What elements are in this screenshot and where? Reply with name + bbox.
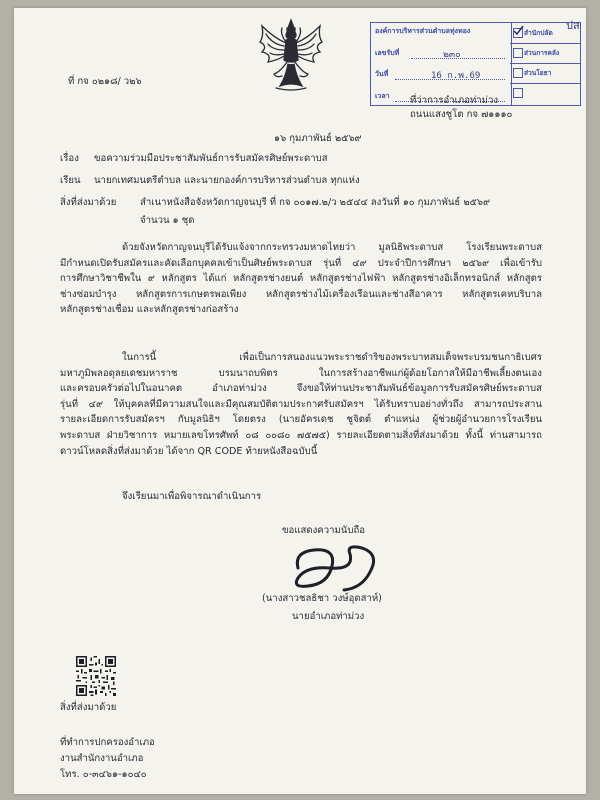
stamp-top-note: ปส: [566, 19, 580, 32]
enclosure-text: สำเนาหนังสือจังหวัดกาญจนบุรี ที่ กจ ๐๐๑๗.๒/ว ๒๕๔๔ ลงวันที่ ๑๐ กุมภาพันธ์ ๒๕๖๙: [140, 197, 491, 208]
body-line: พระดาบส ฝ่ายวิชาการ หมายเลขโทรศัพท์ ๐๘ ๐๐๘๐ ๗๕๗๕) รายละเอียดตามสิ่งที่ส่งมาด้วย ทั้งนี้ ท่านสามารถ: [60, 429, 542, 441]
letter-date: ๑๖ กุมภาพันธ์ ๒๕๖๙: [274, 133, 362, 144]
body-line: ช่างซ่อมบำรุง หลักสูตรการเกษตรพอเพียง หลักสูตรช่างไม้เครื่องเรือนและช่างสีอาคาร หลักสูตรเคหบริบาล: [60, 288, 542, 300]
sender-road: ถนนแสงชูโต กจ ๗๑๑๑๐: [410, 109, 513, 120]
footer-office: ที่ทำการปกครองอำเภอ: [60, 737, 155, 748]
body-line: มหาภูมิพลอดุลยเดชมหาราช บรมนาถบพิตร ในการสร้างอาชีพแก่ผู้ด้อยโอกาสให้มีอาชีพเลี้ยงตนเอง: [60, 367, 542, 379]
body-paragraph-2: [60, 350, 542, 459]
stamp-time-label: เวลา: [375, 92, 390, 100]
stamp-option-1: ส่วนการคลัง: [510, 43, 580, 64]
subject-label: เรื่อง: [60, 153, 79, 164]
stamp-date-value: 16 ก.พ.69: [431, 71, 481, 81]
letter-ref: ที่ กจ ๐๒๑๘/ ว๒๖: [68, 76, 142, 87]
footer-tel: โทร. ๐-๓๔๖๑-๑๐๔๐: [60, 769, 147, 780]
stamp-option-0: สำนักปลัด: [510, 23, 580, 44]
stamp-date-label: วันที่: [375, 70, 389, 78]
stamp-routing-box: [510, 22, 581, 106]
to-text: นายกเทศมนตรีตำบล และนายกองค์การบริหารส่วนตำบล ทุกแห่ง: [94, 175, 360, 186]
body-paragraph-1: [60, 240, 542, 318]
body-line: การศึกษาวิชาชีพใน ๙ หลักสูตร ได้แก่ หลักสูตรช่างยนต์ หลักสูตรช่างไฟฟ้า หลักสูตรช่างอิเล็กทรอนิกส์ หลักสูตร: [60, 273, 542, 285]
letter-page: [14, 8, 586, 794]
enclosure-label: สิ่งที่ส่งมาด้วย: [60, 197, 117, 208]
signer-position: นายอำเภอท่าม่วง: [292, 611, 365, 622]
body-line: และครอบครัวต่อไปในอนาคต อำเภอท่าม่วง จึงขอให้ท่านประชาสัมพันธ์ข้อมูลการรับสมัครศิษย์พระดาบส: [60, 383, 542, 395]
body-line: รายละเอียดการรับสมัครฯ กับมูลนิธิฯ โดยตรง (นายอัครเดช ชูจิตต์ ตำแหน่ง ผู้ช่วยผู้อำนวยการโรงเรียน: [60, 414, 542, 426]
stamp-rec-no-label: เลขรับที่: [375, 49, 400, 57]
garuda-emblem-icon: [246, 16, 336, 94]
checkbox-icon: [513, 88, 523, 98]
enclosure-qty: จำนวน ๑ ชุด: [140, 215, 195, 226]
footer-unit: งานสำนักงานอำเภอ: [60, 753, 144, 764]
body-line: มีกำหนดเปิดรับสมัครและคัดเลือกบุคคลเข้าเป็นศิษย์พระดาบส รุ่นที่ ๔๙ ประจำปีการศึกษา ๒๕๖๙ เพื่อเข้ารับ: [60, 257, 542, 269]
signer-name: (นางสาวชลธิชา วงษ์อุดสาห์): [262, 593, 382, 604]
subject-text: ขอความร่วมมือประชาสัมพันธ์การรับสมัครศิษย์พระดาบส: [94, 153, 328, 164]
body-line: ดาวน์โหลดสิ่งที่ส่งมาด้วย ได้จาก QR CODE ท้ายหนังสือฉบับนี้: [60, 445, 318, 457]
stamp-org: องค์การบริหารส่วนตำบลทุ่งทอง: [375, 27, 471, 35]
handwritten-signature: [284, 538, 394, 594]
checkbox-icon: [513, 68, 523, 78]
to-label: เรียน: [60, 175, 81, 186]
body-paragraph-3: จึงเรียนมาเพื่อพิจารณาดำเนินการ: [122, 491, 262, 502]
body-line: ในการนี้ เพื่อเป็นการสนองแนวพระราชดำริของพระบาทสมเด็จพระบรมชนกาธิเบศร: [122, 352, 542, 363]
stamp-option-3: [510, 83, 580, 103]
closing-text: ขอแสดงความนับถือ: [282, 525, 366, 536]
checkbox-icon: [513, 48, 523, 58]
check-mark-icon: [512, 25, 524, 37]
body-line: หลักสูตรช่างเชื่อม และหลักสูตรช่างก่อสร้าง: [60, 304, 239, 316]
stamp-option-2: ส่วนโยธา: [510, 63, 580, 84]
body-line: ด้วยจังหวัดกาญจนบุรีได้รับแจ้งจากกระทรวงมหาดไทยว่า มูลนิธิพระดาบส โรงเรียนพระดาบส: [122, 242, 542, 253]
footer-enclosure: สิ่งที่ส่งมาด้วย: [60, 702, 117, 713]
body-line: รุ่นที่ ๔๙ ให้บุคคลที่มีความสนใจและมีคุณสมบัติตามประกาศรับสมัครฯ ได้รับทราบอย่างทั่วถึง สามารถประสาน: [60, 398, 542, 410]
qr-code-icon: [76, 656, 116, 696]
receiving-stamp: [370, 19, 584, 104]
stamp-rec-no-value: ๒๓๐: [443, 50, 461, 60]
sender-office: ที่ว่าการอำเภอท่าม่วง: [410, 95, 499, 106]
